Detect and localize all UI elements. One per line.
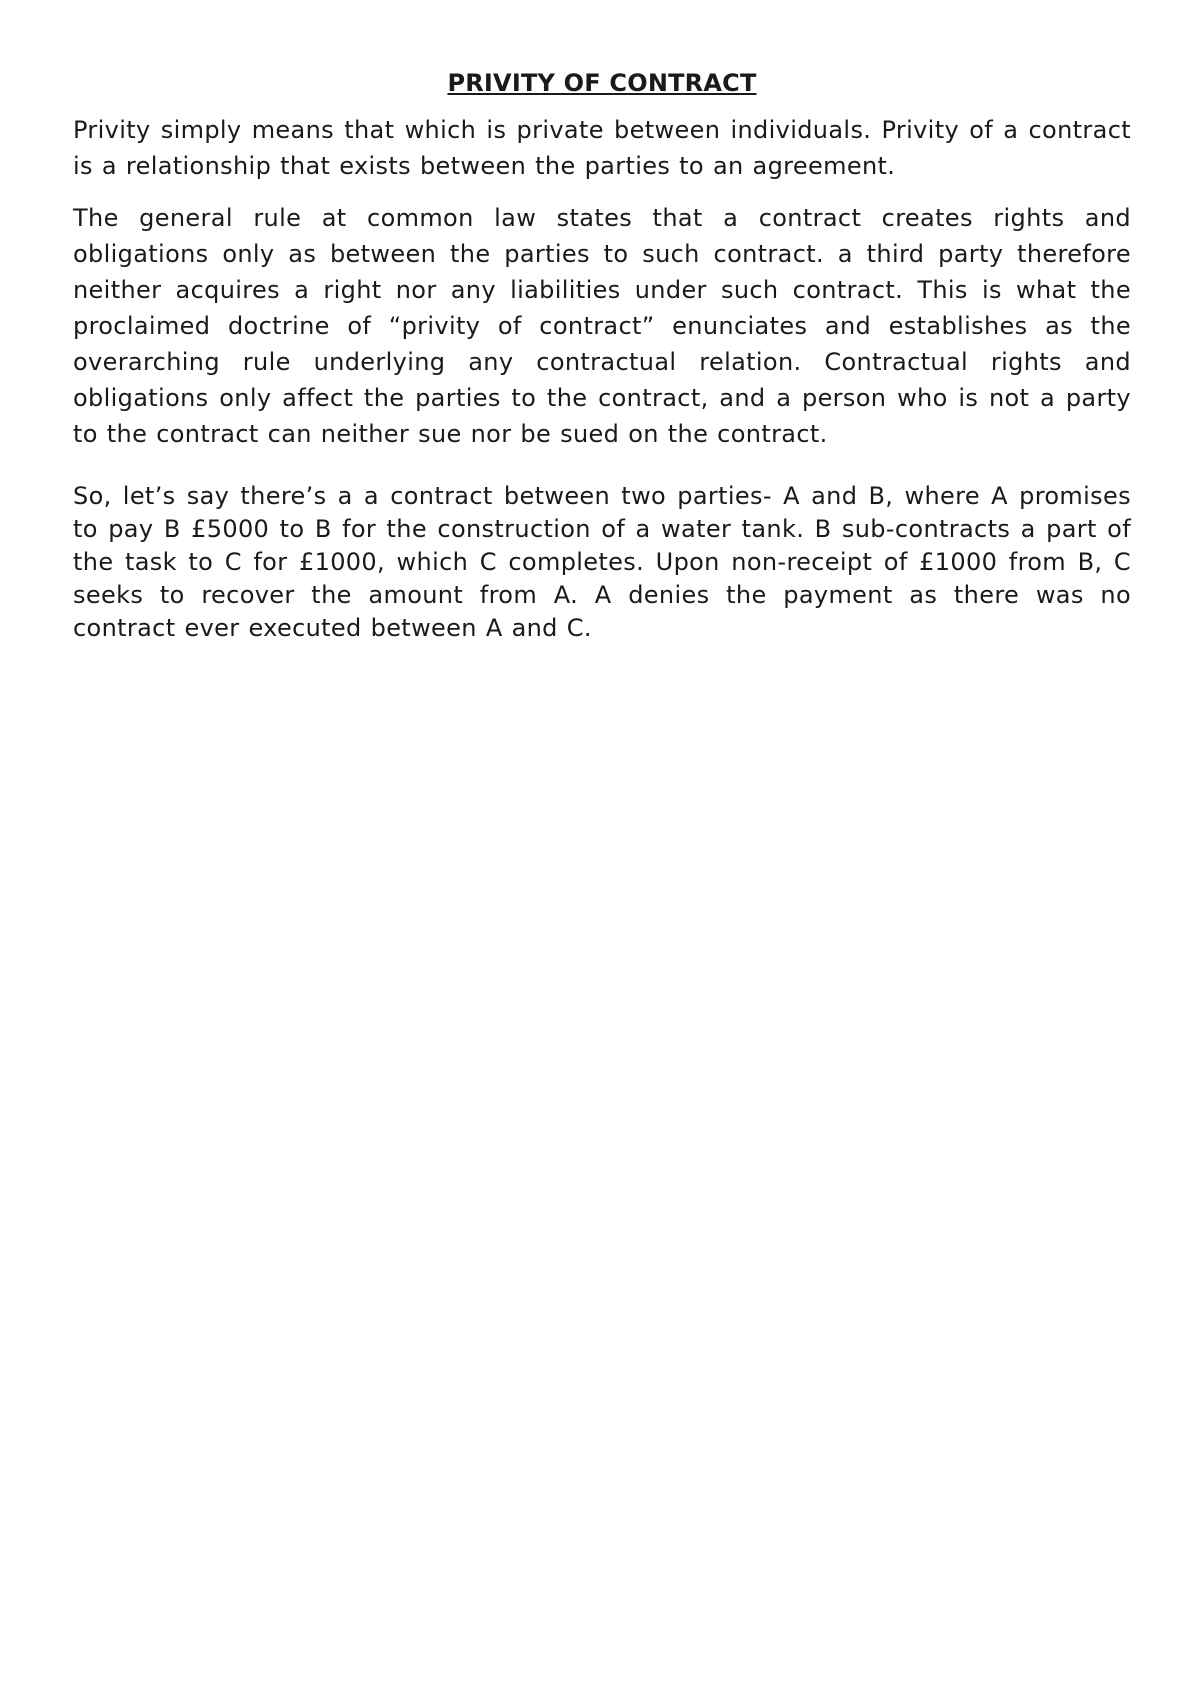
document-title: PRIVITY OF CONTRACT	[447, 69, 757, 97]
paragraph-definition: Privity simply means that which is private between individuals. Privity of a contract is a relationship that exists between the parties to an agreement.	[73, 116, 1131, 180]
document-page	[73, 66, 1131, 661]
paragraph-general-rule: The general rule at common law states that a contract creates rights and obligations only as between the parties to such contract. a third party therefore neither acquires a right nor any liabilities under such contract. This is what the proclaimed doctrine of “privity of contract” enunciates and establishes as the overarching rule underlying any contractual relation. Contractual rights and obligations only affect the parties to the contract, and a person who is not a party to the contract can neither sue nor be sued on the contract.	[73, 204, 1131, 448]
paragraph-example: So, let’s say there’s a a contract between two parties- A and B, where A promises to pay B £5000 to B for the construction of a water tank. B sub-contracts a part of the task to C for £1000, which C completes. Upon non-receipt of £1000 from B, C seeks to recover the amount from A. A denies the payment as there was no contract ever executed between A and C.	[73, 482, 1131, 642]
